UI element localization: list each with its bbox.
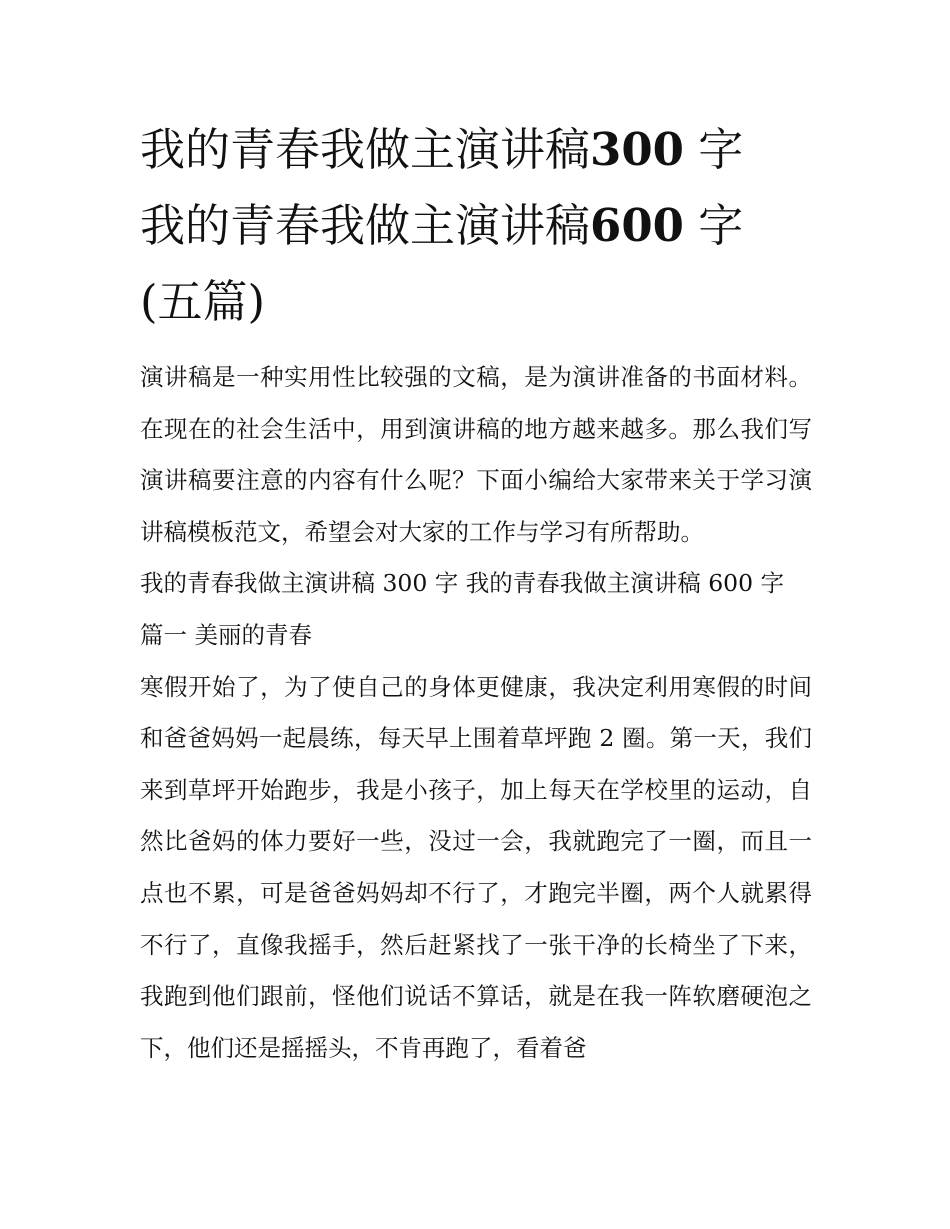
intro-paragraph: 演讲稿是一种实用性比较强的文稿，是为演讲准备的书面材料。在现在的社会生活中，用到演讲稿的地方越来越多。那么我们写演讲稿要注意的内容有什么呢？下面小编给大家带来关于学习演讲稿模板范文，希望会对大家的工作与学习有所帮助。 xyxy=(140,363,812,546)
title-line-2-suffix: 字 xyxy=(683,199,744,252)
title-line-2-text: 我的青春我做主演讲稿 xyxy=(140,199,591,252)
title-line-1-suffix: 字 xyxy=(683,123,744,176)
title-line-2 xyxy=(140,188,812,264)
subtitle-line: 我的青春我做主演讲稿 300 字 我的青春我做主演讲稿 600 字 xyxy=(140,569,785,598)
title-line-3 xyxy=(140,264,812,340)
section-heading: 篇一 美丽的青春 xyxy=(140,620,312,649)
title-line-3-text: (五篇) xyxy=(140,275,266,328)
body-paragraph: 寒假开始了，为了使自己的身体更健康，我决定利用寒假的时间和爸爸妈妈一起晨练，每天早上围着草坪跑 2 圈。第一天，我们来到草坪开始跑步，我是小孩子，加上每天在学校里的运动，自然比爸妈的体力要好一些，没过一会，我就跑完了一圈，而且一点也不累，可是爸爸妈妈却不行了，才跑完半圈，两个人就累得不行了，直像我摇手，然后赶紧找了一张干净的长椅坐了下来，我跑到他们跟前，怪他们说话不算话，就是在我一阵软磨硬泡之下，他们还是摇摇头，不肯再跑了，看着爸 xyxy=(140,672,812,1062)
title-line-2-number: 600 xyxy=(590,199,684,252)
document-content xyxy=(140,112,812,1074)
document-title xyxy=(140,112,812,340)
title-line-1 xyxy=(140,112,812,188)
title-line-1-number: 300 xyxy=(590,123,684,176)
title-line-1-text: 我的青春我做主演讲稿 xyxy=(140,123,591,176)
